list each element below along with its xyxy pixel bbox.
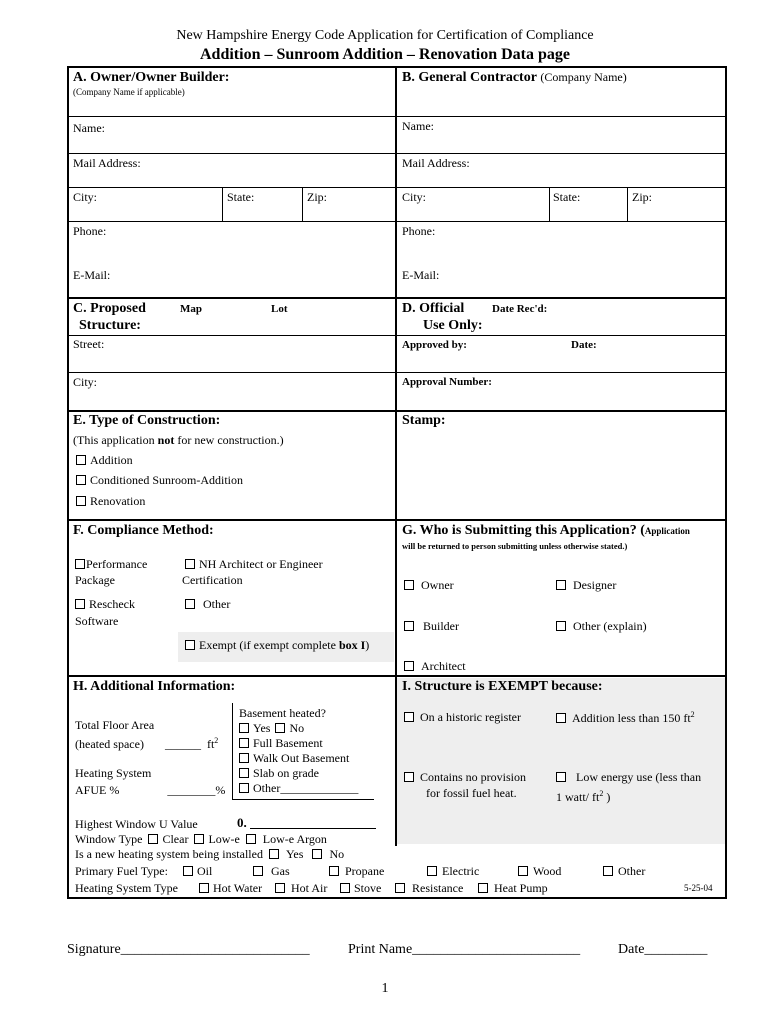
fuel-oil-option[interactable]: Oil xyxy=(183,864,212,879)
checkbox-icon[interactable] xyxy=(404,621,414,631)
checkbox-icon[interactable] xyxy=(185,640,195,650)
heating-type-label: Heating System Type xyxy=(75,881,178,895)
section-h-title: H. Additional Information: xyxy=(73,679,236,694)
submitter-architect-option[interactable]: Architect xyxy=(404,659,466,674)
section-d-title-2: Use Only: xyxy=(423,318,483,333)
method-other-option[interactable]: Other xyxy=(185,597,230,612)
window-type-row: Window Type Clear Low-e Low-e Argon xyxy=(75,832,327,846)
exempt-low-energy-line2: 1 watt/ $ft^2$ ) xyxy=(556,789,611,804)
method-rescheck-line2: Software xyxy=(75,614,119,628)
construction-addition-option[interactable]: Addition xyxy=(76,453,133,468)
owner-city-field[interactable]: City: xyxy=(73,190,98,204)
heating-system-label: Heating System xyxy=(75,766,152,780)
date-received-field[interactable]: Date Rec'd: xyxy=(492,303,548,315)
walkout-basement-option[interactable]: Walk Out Basement xyxy=(239,751,349,766)
method-performance-line2: Package xyxy=(75,573,115,587)
fuel-gas-option[interactable]: Gas xyxy=(253,864,290,879)
checkbox-icon[interactable] xyxy=(427,866,437,876)
section-i-background xyxy=(397,678,725,844)
approval-number-field[interactable]: Approval Number: xyxy=(402,376,492,388)
checkbox-icon[interactable] xyxy=(556,713,566,723)
checkbox-icon[interactable] xyxy=(239,738,249,748)
method-performance-option[interactable]: Performance xyxy=(75,557,147,572)
construction-renovation-option[interactable]: Renovation xyxy=(76,494,145,509)
contractor-zip-field[interactable]: Zip: xyxy=(632,190,652,204)
submitter-designer-option[interactable]: Designer xyxy=(556,578,616,593)
checkbox-icon[interactable] xyxy=(269,849,279,859)
contractor-phone-field[interactable]: Phone: xyxy=(402,224,436,238)
map-field[interactable]: Map xyxy=(180,303,202,315)
method-rescheck-option[interactable]: Rescheck xyxy=(75,597,135,612)
checkbox-icon[interactable] xyxy=(556,580,566,590)
checkbox-icon[interactable] xyxy=(329,866,339,876)
checkbox-icon[interactable] xyxy=(603,866,613,876)
footer-date-field[interactable]: Date_________ xyxy=(618,942,708,957)
heating-resistance-option[interactable]: Resistance xyxy=(395,881,463,896)
fuel-wood-option[interactable]: Wood xyxy=(518,864,561,879)
checkbox-icon[interactable] xyxy=(239,723,249,733)
owner-name-field[interactable]: Name: xyxy=(73,121,105,135)
fuel-other-option[interactable]: Other xyxy=(603,864,645,879)
contractor-name-field[interactable]: Name: xyxy=(402,119,434,133)
heating-heat-pump-option[interactable]: Heat Pump xyxy=(478,881,548,896)
checkbox-icon[interactable] xyxy=(194,834,204,844)
checkbox-icon[interactable] xyxy=(199,883,209,893)
section-a-subtitle: (Company Name if applicable) xyxy=(73,87,185,97)
exempt-addition-option[interactable]: Addition less than 150 $ft^2$ xyxy=(556,710,695,726)
checkbox-icon[interactable] xyxy=(275,883,285,893)
revision-date: 5-25-04 xyxy=(684,883,713,893)
structure-city-field[interactable]: City: xyxy=(73,375,98,389)
checkbox-icon[interactable] xyxy=(239,783,249,793)
section-g-title: G. Who is Submitting this Application? (Application xyxy=(402,523,690,538)
street-field[interactable]: Street: xyxy=(73,337,105,351)
form-subtitle: Addition – Sunroom Addition – Renovation Data page xyxy=(200,46,570,63)
section-f-title: F. Compliance Method: xyxy=(73,523,214,538)
checkbox-icon[interactable] xyxy=(478,883,488,893)
fuel-type-label: Primary Fuel Type: xyxy=(75,864,168,878)
section-b-title: B. General Contractor (Company Name) xyxy=(402,70,627,85)
afue-field[interactable]: AFUE % ________% xyxy=(75,783,226,797)
slab-option[interactable]: Slab on grade xyxy=(239,766,319,781)
checkbox-icon[interactable] xyxy=(246,834,256,844)
basement-other-option[interactable]: Other_____________ xyxy=(239,781,358,796)
checkbox-icon[interactable] xyxy=(75,559,85,569)
checkbox-icon[interactable] xyxy=(404,661,414,671)
stamp-label: Stamp: xyxy=(402,413,446,428)
checkbox-icon[interactable] xyxy=(76,455,86,465)
submitter-owner-option[interactable]: Owner xyxy=(404,578,454,593)
method-nh-architect-line2: Certification xyxy=(182,573,243,587)
contractor-city-field[interactable]: City: xyxy=(402,190,427,204)
construction-sunroom-option[interactable]: Conditioned Sunroom-Addition xyxy=(76,473,243,488)
exempt-low-energy-option[interactable]: Low energy use (less than xyxy=(556,770,701,785)
new-heating-row: Is a new heating system being installed Yes No xyxy=(75,847,345,861)
checkbox-icon[interactable] xyxy=(518,866,528,876)
section-c-title-2: Structure: xyxy=(79,318,141,333)
owner-email-field[interactable]: E-Mail: xyxy=(73,268,111,282)
checkbox-icon[interactable] xyxy=(75,599,85,609)
section-e-title: E. Type of Construction: xyxy=(73,413,221,428)
checkbox-icon[interactable] xyxy=(239,768,249,778)
signature-field[interactable]: Signature___________________________ xyxy=(67,942,310,957)
section-i-title: I. Structure is EXEMPT because: xyxy=(402,679,603,694)
section-e-note: (This application not for new construction.) xyxy=(73,433,284,447)
checkbox-icon[interactable] xyxy=(275,723,285,733)
contractor-mail-field[interactable]: Mail Address: xyxy=(402,156,470,170)
checkbox-icon[interactable] xyxy=(340,883,350,893)
checkbox-icon[interactable] xyxy=(404,712,414,722)
form-title: New Hampshire Energy Code Application for Certification of Compliance xyxy=(176,28,594,43)
contractor-email-field[interactable]: E-Mail: xyxy=(402,268,440,282)
checkbox-icon[interactable] xyxy=(556,772,566,782)
full-basement-option[interactable]: Full Basement xyxy=(239,736,323,751)
section-c-title: C. Proposed xyxy=(73,301,146,316)
exempt-no-fossil-line2: for fossil fuel heat. xyxy=(426,786,517,800)
fuel-electric-option[interactable]: Electric xyxy=(427,864,479,879)
checkbox-icon[interactable] xyxy=(148,834,158,844)
checkbox-icon[interactable] xyxy=(185,599,195,609)
print-name-field[interactable]: Print Name________________________ xyxy=(348,942,581,957)
owner-zip-field[interactable]: Zip: xyxy=(307,190,327,204)
checkbox-icon[interactable] xyxy=(183,866,193,876)
owner-mail-field[interactable]: Mail Address: xyxy=(73,156,141,170)
checkbox-icon[interactable] xyxy=(395,883,405,893)
window-u-label: Highest Window U Value xyxy=(75,817,198,831)
owner-phone-field[interactable]: Phone: xyxy=(73,224,107,238)
submitter-other-option[interactable]: Other (explain) xyxy=(556,619,647,634)
lot-field[interactable]: Lot xyxy=(271,303,288,315)
section-a-title: A. Owner/Owner Builder: xyxy=(73,70,230,85)
heating-hot-air-option[interactable]: Hot Air xyxy=(275,881,327,896)
approval-date-field[interactable]: Date: xyxy=(571,339,597,351)
method-nh-architect-option[interactable]: NH Architect or Engineer xyxy=(185,557,323,572)
exempt-historic-option[interactable]: On a historic register xyxy=(404,710,521,725)
checkbox-icon[interactable] xyxy=(185,559,195,569)
checkbox-icon[interactable] xyxy=(404,580,414,590)
exempt-no-fossil-option[interactable]: Contains no provision xyxy=(404,770,526,785)
fuel-propane-option[interactable]: Propane xyxy=(329,864,384,879)
section-g-subtitle: will be returned to person submitting unless otherwise stated.) xyxy=(402,541,628,551)
heating-stove-option[interactable]: Stove xyxy=(340,881,381,896)
method-exempt-option[interactable]: Exempt (if exempt complete box I) xyxy=(185,638,369,653)
owner-state-field[interactable]: State: xyxy=(227,190,255,204)
submitter-builder-option[interactable]: Builder xyxy=(404,619,459,634)
checkbox-icon[interactable] xyxy=(253,866,263,876)
floor-area-field[interactable]: (heated space) ______ $ft^2$ xyxy=(75,736,219,751)
checkbox-icon[interactable] xyxy=(556,621,566,631)
checkbox-icon[interactable] xyxy=(76,475,86,485)
contractor-state-field[interactable]: State: xyxy=(553,190,581,204)
checkbox-icon[interactable] xyxy=(239,753,249,763)
floor-area-label: Total Floor Area xyxy=(75,718,155,732)
basement-heated-label: Basement heated? xyxy=(239,706,326,720)
approved-by-field[interactable]: Approved by: xyxy=(402,339,467,351)
section-d-title: D. Official xyxy=(402,301,465,316)
heating-hot-water-option[interactable]: Hot Water xyxy=(199,881,262,896)
checkbox-icon[interactable] xyxy=(404,772,414,782)
checkbox-icon[interactable] xyxy=(312,849,322,859)
basement-yes-no[interactable]: Yes No xyxy=(239,721,304,736)
page-number: 1 xyxy=(381,981,389,996)
checkbox-icon[interactable] xyxy=(76,496,86,506)
window-u-field[interactable]: 0. xyxy=(237,815,247,830)
